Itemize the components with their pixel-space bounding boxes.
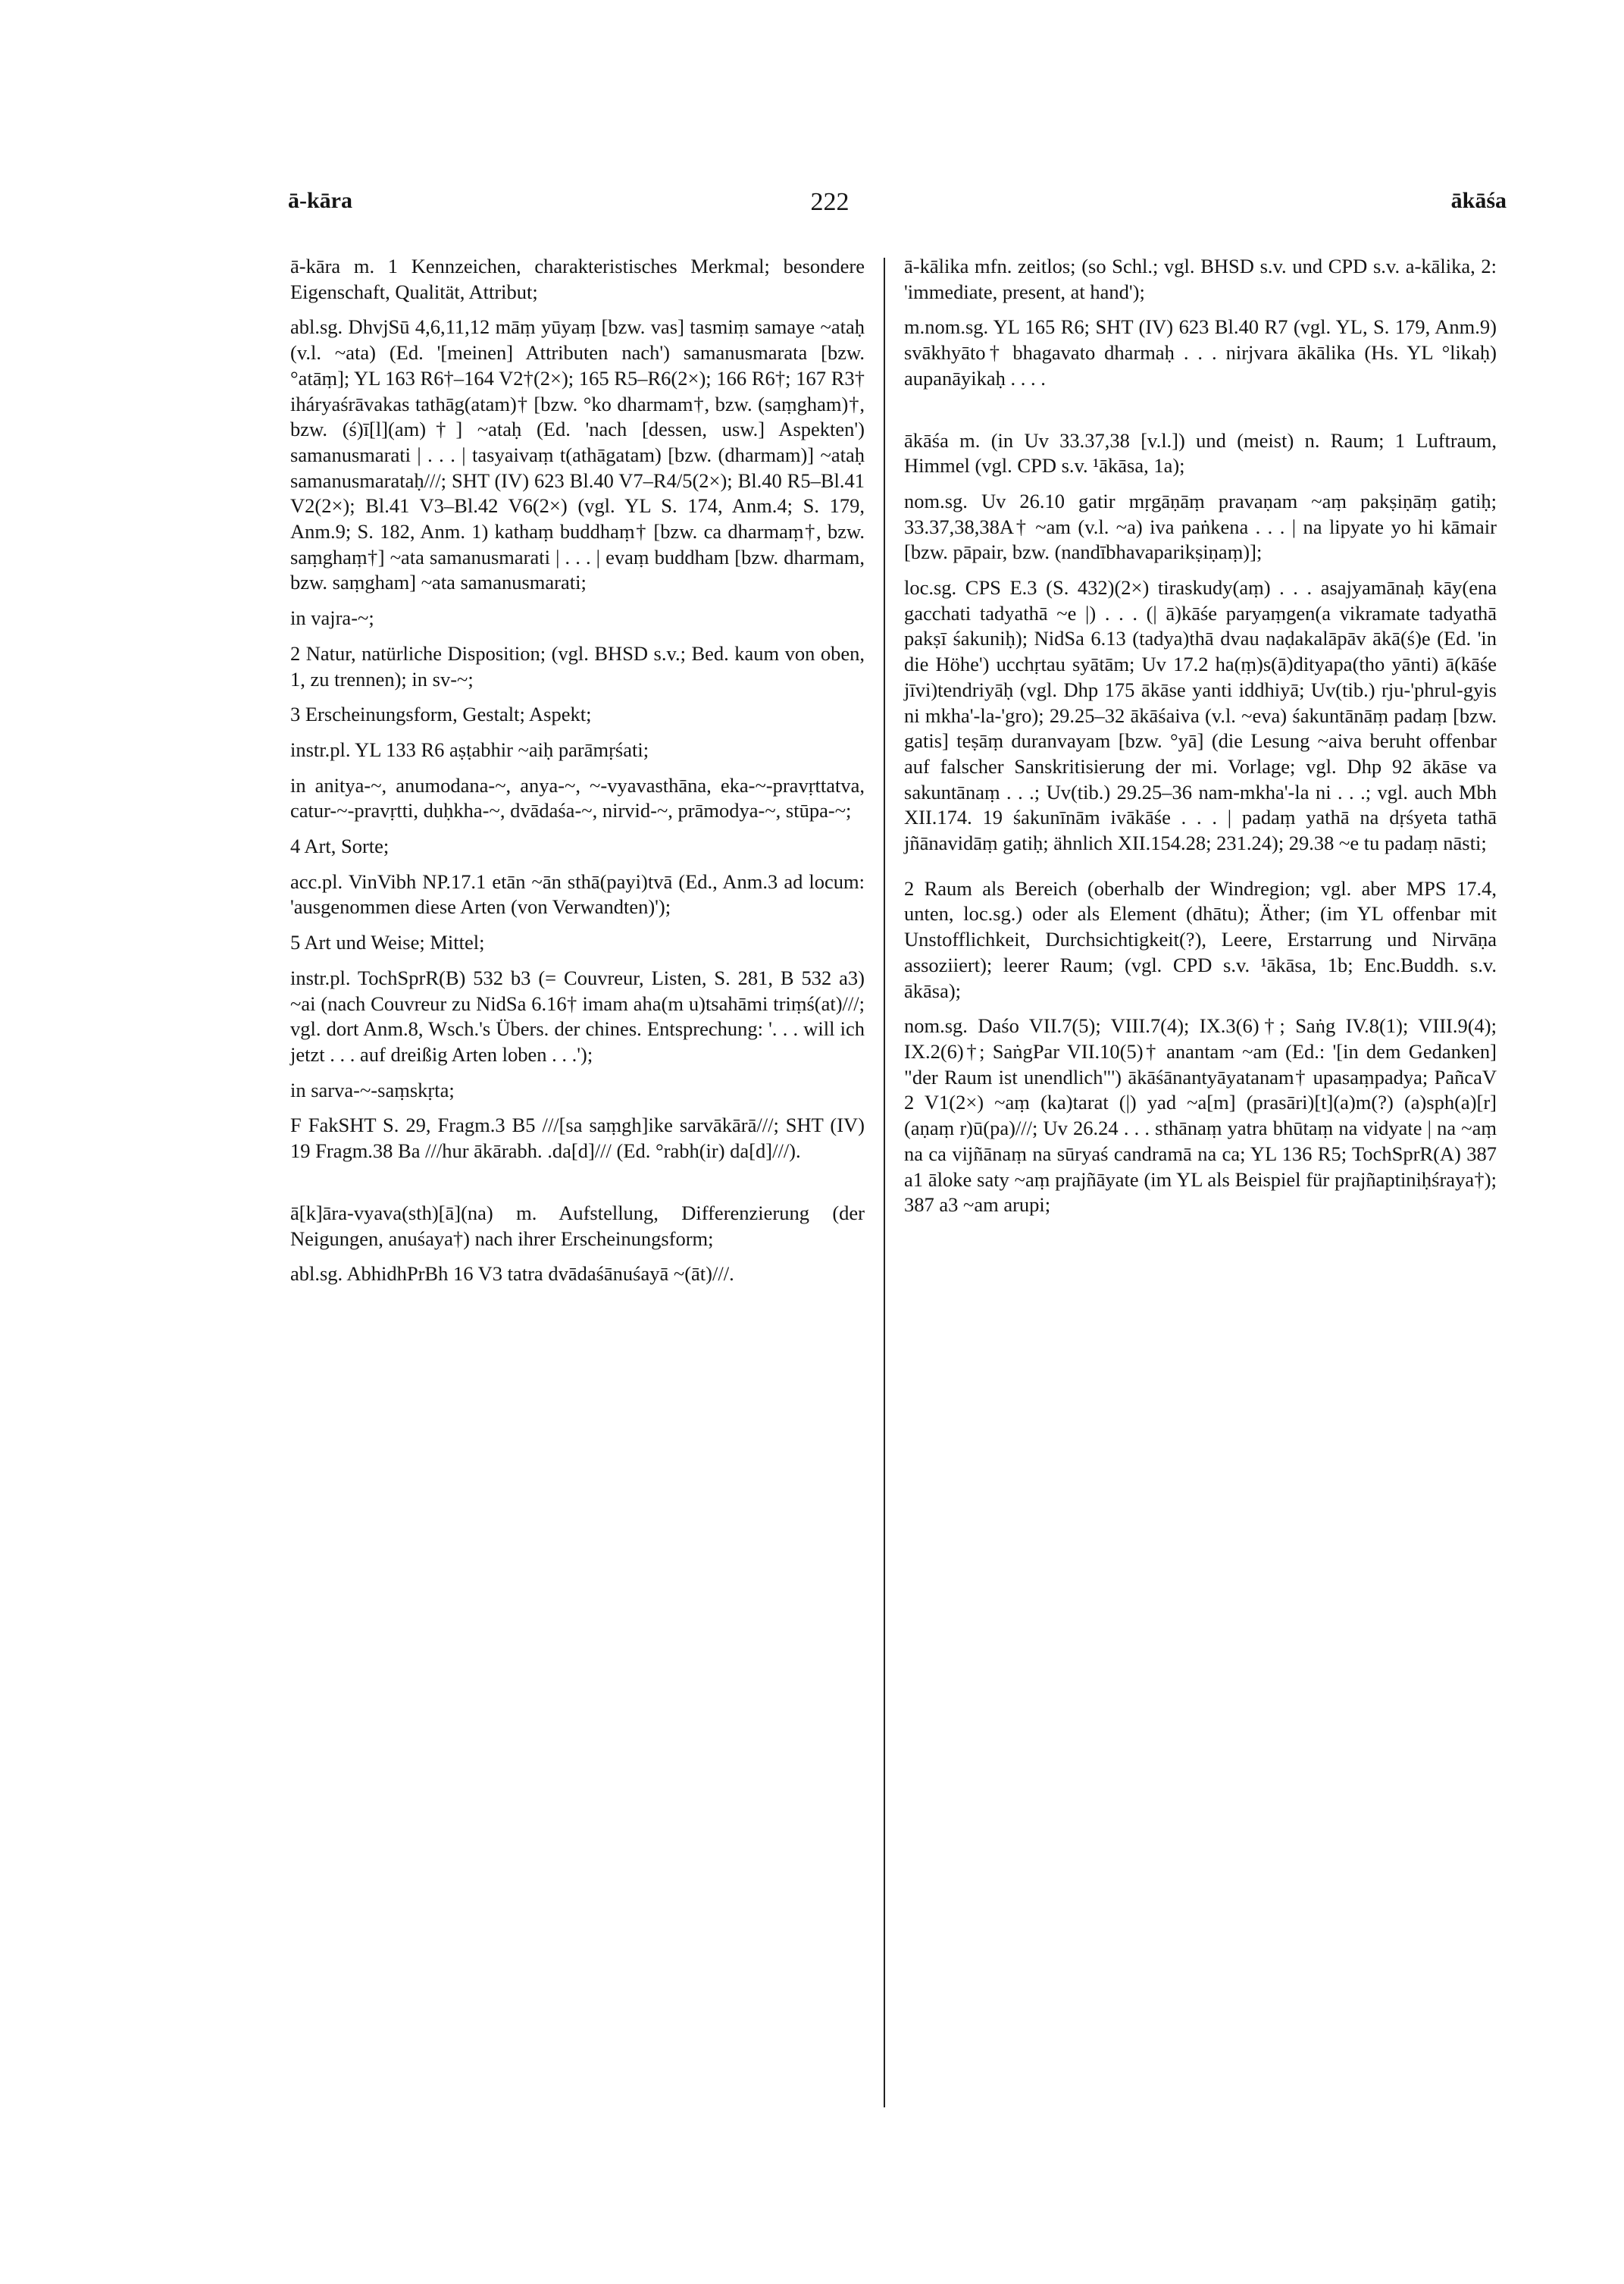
entry-akasa-definition: ākāśa m. (in Uv 33.37,38 [v.l.]) und (meist) n. Raum; 1 Luftraum, Himmel (vgl. CPD s.v. ¹ākāsa, 1a); xyxy=(904,428,1497,478)
entry-akara-fragments: F FakSHT S. 29, Fragm.3 B5 ///[sa saṃgh]ike sarvākārā///; SHT (IV) 19 Fragm.38 Ba ///hur ākārabh. .da[d]/// (Ed. °rabh(ir) da[d]///). xyxy=(290,1114,865,1163)
entry-akara-definition: ā-kāra m. 1 Kennzeichen, charakteristisches Merkmal; besondere Eigenschaft, Qualität, Attribut; xyxy=(290,255,865,303)
right-column xyxy=(904,254,1497,1228)
entry-akasa-loc-sg: loc.sg. CPS E.3 (S. 432)(2×) tiraskudy(aṃ) . . . asajyamānaḥ kāy(ena gacchati tadyathā ~e |) . . . (| ā)kāśe paryaṃgen(a vikramate tadyathā pakṣī śakuniḥ); NidSa 6.13 (tadya)thā dvau naḍakalāpāv ākā(ś)e (Ed. 'in die Höhe') ucchṛtau syātām; Uv 17.2 ha(ṃ)s(ā)dityapa(tho yānti) ā(kāśe jīvi)tendriyāḥ (vgl. Dhp 175 ākāse yanti iddhiyā; Uv(tib.) rju-'phrul-gyis ni mkha'-la-'gro); 29.25–32 ākāśaiva (v.l. ~eva) śakuntānāṃ padaṃ [bzw. gatis] teṣāṃ duranvayam [bzw. °yā] (die Lesung ~aiva beruht offenbar auf falscher Sanskritisierung der mi. Vorlage; vgl. Dhp 92 ākāse va sakuntānaṃ . . .; Uv(tib.) 29.25–36 nam-mkha'-la ni . . .; vgl. auch Mbh XII.174. 19 śakunīnām ivākāśe . . . | padaṃ yathā na dṛśyeta tathā jñānavidāṃ gatiḥ; ähnlich XII.154.28; 231.24); 29.38 ~e tu padaṃ nāsti; xyxy=(904,576,1497,855)
entry-akasa-sense-2: 2 Raum als Bereich (oberhalb der Windregion; vgl. aber MPS 17.4, unten, loc.sg.) oder als Element (dhātu); Äther; (im YL offenbar mit Unstofflichkeit, Durchsichtigkeit(?), Leere, Erstarrung und Nirvāṇa assoziiert); leerer Raum; (vgl. CPD s.v. ¹ākāsa, 1b; Enc.Buddh. s.v. ākāsa); xyxy=(904,876,1497,1002)
entry-akalika-definition: ā-kālika mfn. zeitlos; (so Schl.; vgl. BHSD s.v. und CPD s.v. a-kālika, 2: 'immediate, present, at hand'); xyxy=(904,255,1497,303)
entry-akara-sense-4: 4 Art, Sorte; xyxy=(290,835,390,858)
entry-akara-vyavasthana-abl: abl.sg. AbhidhPrBh 16 V3 tatra dvādaśānuśayā ~(āt)///. xyxy=(290,1262,734,1286)
left-column xyxy=(290,254,865,1297)
entry-akara-compound-sarva: in sarva-~-saṃskṛta; xyxy=(290,1078,455,1101)
entry-akalika-nom-sg: m.nom.sg. YL 165 R6; SHT (IV) 623 Bl.40 R7 (vgl. YL, S. 179, Anm.9) svākhyāto† bhagavato dharmaḥ . . . nirjvara ākālika (Hs. YL °likaḥ) aupanāyikaḥ . . . . xyxy=(904,315,1497,390)
entry-akara-sense-2: 2 Natur, natürliche Disposition; (vgl. BHSD s.v.; Bed. kaum von oben, 1, zu trennen); in sv-~; xyxy=(290,641,865,691)
entry-akara-compounds: in anitya-~, anumodana-~, anya-~, ~-vyavasthāna, eka-~-pravṛttatva, catur-~-pravṛtti, duḥkha-~, dvādaśa-~, nirvid-~, prāmodya-~, stūpa-~; xyxy=(290,773,865,822)
entry-akara-sense-3: 3 Erscheinungsform, Gestalt; Aspekt; xyxy=(290,703,592,726)
column-divider xyxy=(884,258,885,2107)
entry-akasa-sense-2-nom-sg: nom.sg. Daśo VII.7(5); VIII.7(4); IX.3(6)†; Saṅg IV.8(1); VIII.9(4); IX.2(6)†; SaṅgPar VII.10(5)† anantam ~am (Ed.: '[in dem Gedanken] "der Raum ist unendlich"') ākāśānantyāyatanam† upasaṃpadya; PañcaV 2 V1(2×) ~aṃ (ka)tarat (|) yad ~a[m] (prasāri)[t](a)m(?) (a)sph(a)[r](aṇaṃ r)ū(pa)///; Uv 26.24 . . . sthānaṃ yatra bhūtaṃ na vidyate | na ~aṃ na ca vijñānaṃ na sūryaś candramā na ca; YL 136 R5; TochSprR(A) 387 a1 āloke saty ~aṃ prajñāyate (im YL als Beispiel für prajñaptiniḥśraya†); 387 a3 ~am arupi; xyxy=(904,1014,1497,1217)
entry-akara-vyavasthana: ā[k]āra-vyava(sth)[ā](na) m. Aufstellung, Differenzierung (der Neigungen, anuśaya†) nach ihrer Erscheinungsform; xyxy=(290,1201,865,1250)
entry-akara-sense-5: 5 Art und Weise; Mittel; xyxy=(290,931,485,954)
entry-akara-instr-pl-2: instr.pl. TochSprR(B) 532 b3 (= Couvreur, Listen, S. 281, B 532 a3) ~ai (nach Couvreur zu NidSa 6.16† imam aha(m u)tsahāmi triṃś(at)///; vgl. dort Anm.8, Wsch.'s Übers. der chines. Entsprechung: '. . . will ich jetzt . . . auf dreißig Arten loben . . .'); xyxy=(290,966,865,1066)
entry-akasa-nom-sg: nom.sg. Uv 26.10 gatir mṛgāṇāṃ pravaṇam ~aṃ pakṣiṇāṃ gatiḥ; 33.37,38,38A† ~am (v.l. ~a) iva paṅkena . . . | na lipyate yo hi kāmair [bzw. pāpair, bzw. (nandībhavaparikṣiṇaṃ)]; xyxy=(904,489,1497,564)
entry-akara-compound-vajra: in vajra-~; xyxy=(290,606,374,630)
page-number: 222 xyxy=(810,188,850,216)
entry-akara-instr-pl: instr.pl. YL 133 R6 aṣṭabhir ~aiḥ parāmṛśati; xyxy=(290,738,649,761)
header-last-headword: ākāśa xyxy=(1450,188,1507,213)
entry-akara-acc-pl: acc.pl. VinVibh NP.17.1 etān ~ān sthā(payi)tvā (Ed., Anm.3 ad locum: 'ausgenommen diese Arten (von Verwandten)'); xyxy=(290,869,865,919)
running-header xyxy=(0,188,1624,233)
header-first-headword: ā-kāra xyxy=(288,188,352,213)
entry-akara-abl-sg: abl.sg. DhvjSū 4,6,11,12 māṃ yūyaṃ [bzw. vas] tasmiṃ samaye ~ataḥ (v.l. ~ata) (Ed. '[meinen] Attributen nach') samanusmarata [bzw. °atāṃ]; YL 163 R6†–164 V2†(2×); 165 R5–R6(2×); 166 R6†; 167 R3† iháryaśrāvakas tathāg(atam)† [bzw. °ko dharmam†, bzw. (saṃgham)†, bzw. (ś)ī[l](am)†] ~ataḥ (Ed. 'nach [dessen, usw.] Aspekten') samanusmarati | . . . | tasyaivaṃ t(athāgatam) [bzw. (dharmam)] ~ataḥ samanusmarataḥ///; SHT (IV) 623 Bl.40 V7–R4/5(2×); Bl.40 R5–Bl.41 V2(2×); Bl.41 V3–Bl.42 V6(2×) (vgl. YL S. 174, Anm.4; S. 179, Anm.9; S. 182, Anm. 1) kathaṃ buddhaṃ† [bzw. ca dharmaṃ†, bzw. saṃghaṃ†] ~ata samanusmarati | . . . | evaṃ buddham [bzw. dharmam, bzw. saṃgham] ~ata samanusmarati; xyxy=(290,315,865,594)
